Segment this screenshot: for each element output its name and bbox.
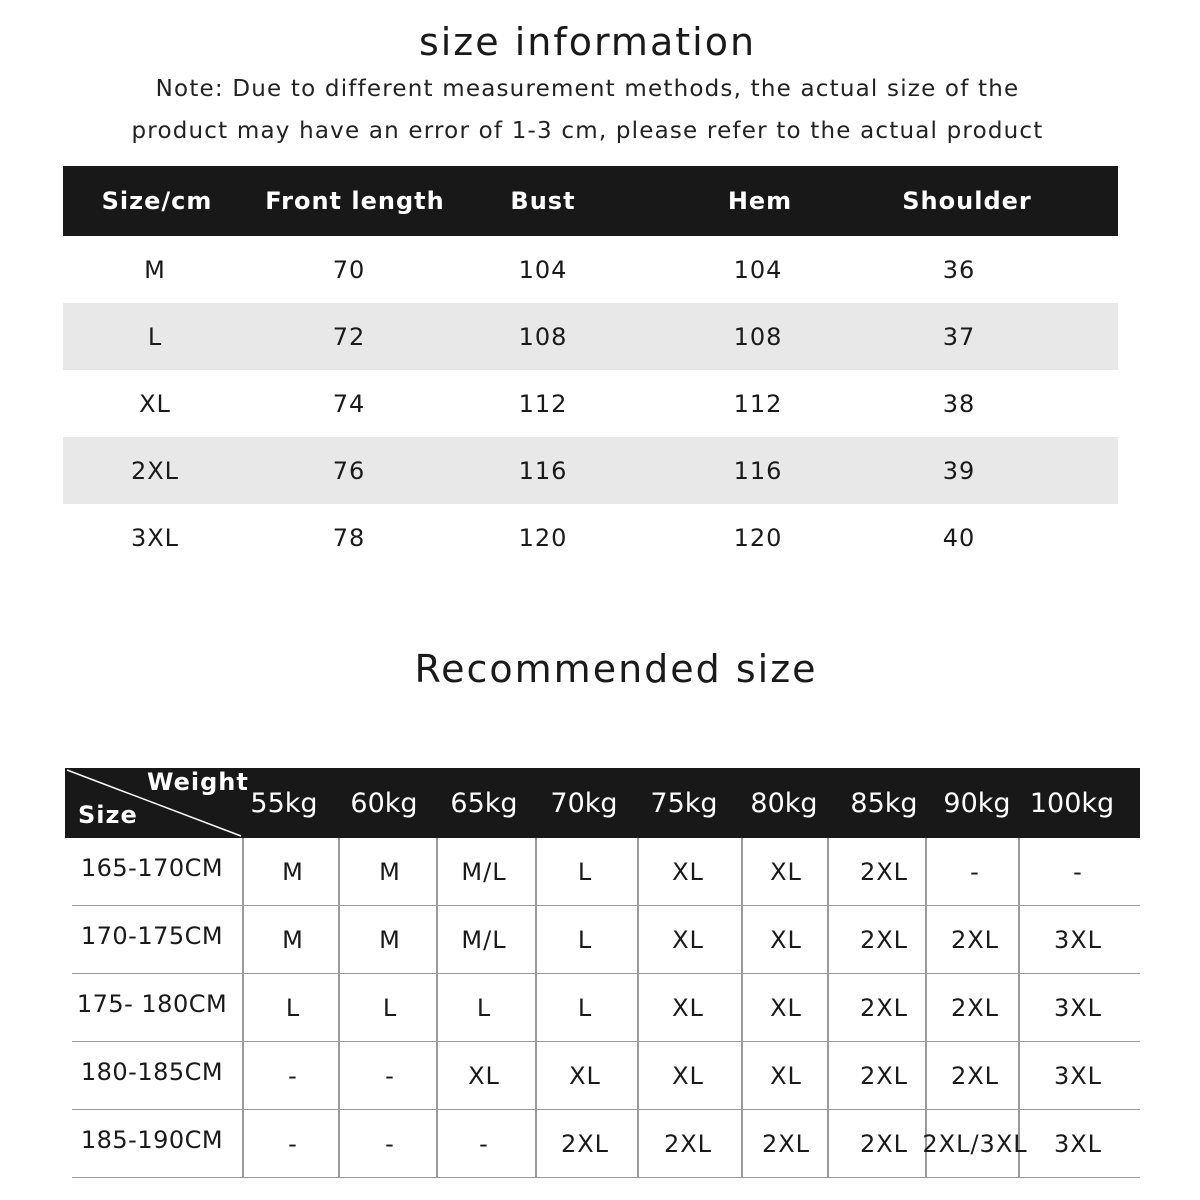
recommend-cell: XL <box>672 993 704 1022</box>
recommend-cell: 3XL <box>1053 1129 1103 1158</box>
recommend-cell: - <box>288 1129 298 1158</box>
weight-header-cell: 80kg <box>750 787 818 819</box>
recommend-cell: M <box>379 925 401 954</box>
size-table-cell: 76 <box>332 456 366 485</box>
recommend-cell: XL <box>468 1061 500 1090</box>
recommend-table <box>65 768 1140 1158</box>
size-table-cell: 120 <box>518 523 568 552</box>
recommend-cell: 2XL <box>859 925 909 954</box>
size-table-cell: 36 <box>942 255 976 284</box>
weight-header-cell: 65kg <box>450 787 518 819</box>
size-table-cell: XL <box>139 389 171 418</box>
recommend-cell: 2XL <box>859 993 909 1022</box>
weight-header-cell: 90kg <box>943 787 1011 819</box>
size-table-row <box>63 303 1118 370</box>
recommend-cell: M <box>379 857 401 886</box>
size-table-body <box>63 236 1118 571</box>
size-table-row <box>63 437 1118 504</box>
recommended-title: Recommended size <box>414 647 818 691</box>
recommend-cell: 2XL <box>950 1061 1000 1090</box>
recommend-cell: M/L <box>461 925 507 954</box>
size-table <box>63 166 1118 571</box>
size-table-cell: 72 <box>332 322 366 351</box>
recommend-table-header <box>65 768 1140 838</box>
size-table-header-cell: Shoulder <box>902 187 1032 215</box>
size-table-cell: 116 <box>733 456 783 485</box>
recommend-row <box>72 1110 1140 1178</box>
recommend-cell: 3XL <box>1053 993 1103 1022</box>
note-line-2: product may have an error of 1-3 cm, please refer to the actual product <box>131 118 1044 144</box>
recommend-cell: - <box>1073 857 1083 886</box>
recommend-cell: 2XL <box>859 1061 909 1090</box>
page-title: size information <box>418 20 757 64</box>
recommend-cell: XL <box>770 857 802 886</box>
recommend-cell: XL <box>672 925 704 954</box>
size-table-cell: 38 <box>942 389 976 418</box>
size-table-cell: 74 <box>332 389 366 418</box>
size-table-cell: 40 <box>942 523 976 552</box>
size-table-cell: L <box>147 322 163 351</box>
corner-cell <box>65 768 249 838</box>
size-table-header <box>63 166 1118 236</box>
size-table-cell: 108 <box>518 322 568 351</box>
corner-weight-label: Weight <box>147 768 249 796</box>
size-table-cell: 70 <box>332 255 366 284</box>
recommend-cell: M <box>282 857 304 886</box>
height-cell: 170-175CM <box>80 921 224 950</box>
size-table-row <box>63 370 1118 437</box>
note-line-1: Note: Due to different measurement methods, the actual size of the <box>155 76 1020 102</box>
recommend-cell: XL <box>770 1061 802 1090</box>
size-table-cell: 37 <box>942 322 976 351</box>
height-cell: 185-190CM <box>80 1125 224 1154</box>
recommend-row <box>72 838 1140 906</box>
recommend-row <box>72 1042 1140 1110</box>
size-table-cell: 108 <box>733 322 783 351</box>
recommend-cell: L <box>476 993 492 1022</box>
recommend-cell: 2XL <box>663 1129 713 1158</box>
recommend-cell: 3XL <box>1053 1061 1103 1090</box>
recommend-cell: L <box>577 925 593 954</box>
recommend-cell: L <box>285 993 301 1022</box>
recommend-cell: XL <box>672 857 704 886</box>
recommend-cell: 2XL/3XL <box>922 1129 1028 1158</box>
recommend-cell: 2XL <box>560 1129 610 1158</box>
size-table-header-cell: Front length <box>265 187 445 215</box>
recommend-cell: XL <box>672 1061 704 1090</box>
recommend-cell: 3XL <box>1053 925 1103 954</box>
recommend-cell: XL <box>569 1061 601 1090</box>
recommend-cell: 2XL <box>859 857 909 886</box>
recommend-cell: 2XL <box>859 1129 909 1158</box>
size-table-cell: 39 <box>942 456 976 485</box>
size-table-cell: 112 <box>518 389 568 418</box>
size-table-cell: M <box>144 255 166 284</box>
weight-header-cell: 70kg <box>550 787 618 819</box>
height-cell: 165-170CM <box>80 853 224 882</box>
recommend-cell: M <box>282 925 304 954</box>
recommend-cell: L <box>382 993 398 1022</box>
height-cell: 175- 180CM <box>76 989 228 1018</box>
recommend-cell: - <box>385 1061 395 1090</box>
height-cell: 180-185CM <box>80 1057 224 1086</box>
recommend-row <box>72 974 1140 1042</box>
recommend-cell: L <box>577 857 593 886</box>
recommend-cell: - <box>970 857 980 886</box>
weight-header-cell: 100kg <box>1029 787 1115 819</box>
corner-size-label: Size <box>78 801 138 829</box>
size-table-row <box>63 236 1118 303</box>
recommend-cell: L <box>577 993 593 1022</box>
size-table-cell: 2XL <box>130 456 180 485</box>
weight-header-cell: 60kg <box>350 787 418 819</box>
size-table-header-cell: Hem <box>727 187 793 215</box>
weight-header-cell: 85kg <box>850 787 918 819</box>
recommend-cell: XL <box>770 925 802 954</box>
recommend-row <box>72 906 1140 974</box>
size-table-cell: 120 <box>733 523 783 552</box>
size-table-cell: 104 <box>733 255 783 284</box>
size-table-cell: 112 <box>733 389 783 418</box>
weight-header-cell: 75kg <box>650 787 718 819</box>
size-table-cell: 104 <box>518 255 568 284</box>
recommend-table-body <box>72 838 1140 1178</box>
size-table-header-cell: Size/cm <box>101 187 213 215</box>
size-table-cell: 78 <box>332 523 366 552</box>
recommend-cell: 2XL <box>950 993 1000 1022</box>
recommend-cell: 2XL <box>950 925 1000 954</box>
size-table-header-cell: Bust <box>510 187 576 215</box>
size-table-row <box>63 504 1118 571</box>
recommend-cell: - <box>288 1061 298 1090</box>
weight-header-cell: 55kg <box>250 787 318 819</box>
recommend-cell: - <box>385 1129 395 1158</box>
recommend-cell: 2XL <box>761 1129 811 1158</box>
recommend-cell: XL <box>770 993 802 1022</box>
recommend-cell: M/L <box>461 857 507 886</box>
size-table-cell: 3XL <box>130 523 180 552</box>
size-table-cell: 116 <box>518 456 568 485</box>
recommend-cell: - <box>479 1129 489 1158</box>
